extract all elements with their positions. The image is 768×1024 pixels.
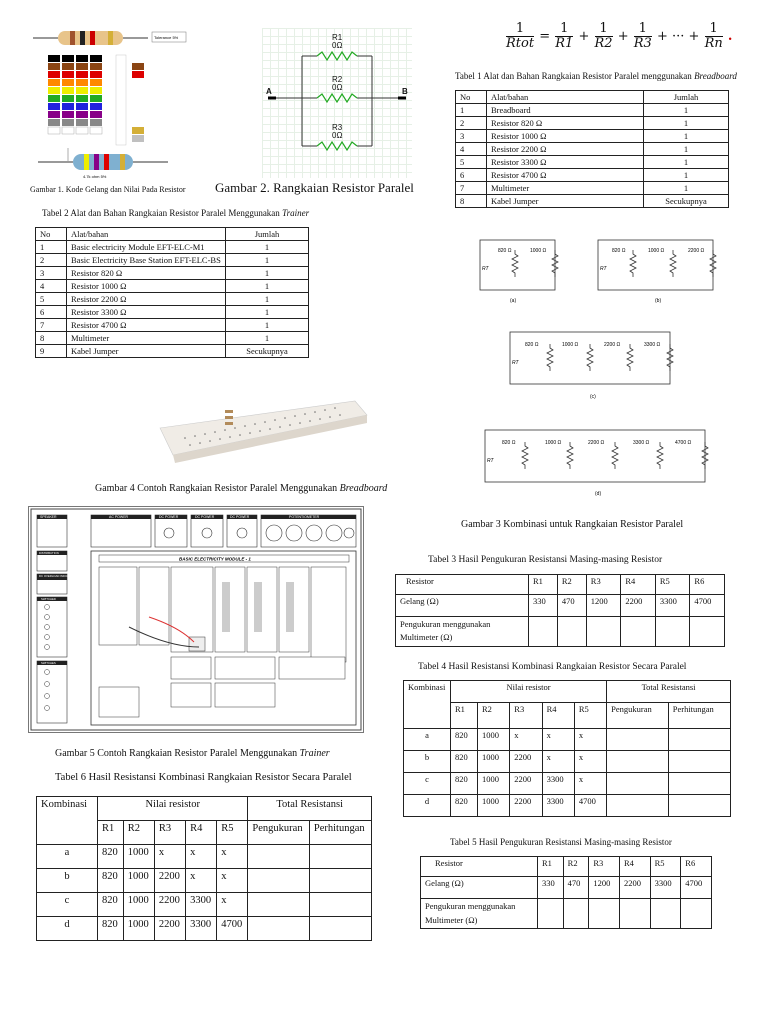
- trainer-panel-photo: [28, 506, 364, 733]
- svg-text:SPEAKER: SPEAKER: [40, 515, 57, 519]
- svg-text:0Ω: 0Ω: [332, 131, 343, 140]
- table-row: d 820 1000 2200 3300 4700: [404, 795, 731, 817]
- table-1: [455, 90, 729, 208]
- table-row: 1 Breadboard 1: [456, 104, 729, 117]
- svg-text:RT: RT: [487, 458, 494, 464]
- svg-text:POTENTIOMETER: POTENTIOMETER: [289, 515, 320, 519]
- table-row: 8 Kabel Jumper Secukupnya: [456, 195, 729, 208]
- table-row: 1 Basic electricity Module EFT-ELC-M1 1: [36, 241, 309, 254]
- svg-text:0Ω: 0Ω: [332, 41, 343, 50]
- svg-text:(b): (b): [655, 298, 662, 304]
- table-row: 4 Resistor 1000 Ω 1: [36, 280, 309, 293]
- svg-text:1000 Ω: 1000 Ω: [562, 342, 579, 348]
- figure-2-caption: Gambar 2. Rangkaian Resistor Paralel: [215, 180, 414, 195]
- table-row: 5 Resistor 3300 Ω 1: [456, 156, 729, 169]
- table-subheader: R1 R2 R3 R4 R5 Pengukuran Perhitungan: [37, 821, 372, 845]
- svg-text:4.7k ohm 5%: 4.7k ohm 5%: [83, 174, 107, 179]
- table-6: [36, 796, 372, 941]
- svg-text:DC OVERLOAD INDICATOR: DC OVERLOAD INDICATOR: [39, 574, 76, 578]
- svg-text:R2: R2: [332, 75, 343, 84]
- table-subheader: R1 R2 R3 R4 R5 Pengukuran Perhitungan: [404, 703, 731, 729]
- table-row: a 820 1000 x x x: [37, 845, 372, 869]
- table-header: No Alat/bahan Jumlah: [36, 228, 309, 241]
- svg-text:R1: R1: [332, 33, 343, 42]
- table-row: 8 Multimeter 1: [36, 332, 309, 345]
- svg-text:2200 Ω: 2200 Ω: [588, 440, 605, 446]
- table-3: [395, 574, 725, 647]
- svg-text:2200 Ω: 2200 Ω: [688, 248, 705, 254]
- svg-text:RT: RT: [482, 266, 489, 272]
- table-row: 4 Resistor 2200 Ω 1: [456, 143, 729, 156]
- table-row: 2 Basic Electricity Base Station EFT-ELC-BS 1: [36, 254, 309, 267]
- table-header: Resistor R1 R2 R3 R4 R5 R6: [421, 857, 712, 877]
- table-1-caption: Tabel 1 Alat dan Bahan Rangkaian Resistor Paralel menggunakan Breadboard: [455, 71, 737, 81]
- svg-text:820 Ω: 820 Ω: [525, 342, 539, 348]
- figure-4-caption: Gambar 4 Contoh Rangkaian Resistor Paralel Menggunakan Breadboard: [95, 483, 388, 494]
- table-row: 6 Resistor 4700 Ω 1: [456, 169, 729, 182]
- table-header: Kombinasi Nilai resistor Total Resistansi: [37, 797, 372, 821]
- table-4: [403, 680, 731, 817]
- table-5-caption: Tabel 5 Hasil Pengukuran Resistansi Masing-masing Resistor: [450, 837, 672, 847]
- table-row: a 820 1000 x x x: [404, 729, 731, 751]
- table-row: Gelang (Ω) 330 470 1200 2200 3300 4700: [421, 877, 712, 899]
- table-row: 2 Resistor 820 Ω 1: [456, 117, 729, 130]
- svg-text:Tolerance 5%: Tolerance 5%: [154, 35, 179, 40]
- table-row: b 820 1000 2200 x x: [404, 751, 731, 773]
- svg-text:0Ω: 0Ω: [332, 83, 343, 92]
- table-header: Resistor R1 R2 R3 R4 R5 R6: [396, 575, 725, 595]
- svg-text:820 Ω: 820 Ω: [498, 248, 512, 254]
- figure-3-caption: Gambar 3 Kombinasi untuk Rangkaian Resistor Paralel: [461, 519, 684, 530]
- svg-text:1000 Ω: 1000 Ω: [530, 248, 547, 254]
- table-2: [35, 227, 309, 358]
- svg-text:B: B: [402, 87, 408, 96]
- table-row: b 820 1000 2200 x x: [37, 869, 372, 893]
- table-row: 9 Kabel Jumper Secukupnya: [36, 345, 309, 358]
- table-row: Pengukuran menggunakan Multimeter (Ω): [396, 617, 725, 647]
- table-row: d 820 1000 2200 3300 4700: [37, 917, 372, 941]
- table-row: 3 Resistor 820 Ω 1: [36, 267, 309, 280]
- svg-text:BASIC ELECTRICITY MODULE - 1: BASIC ELECTRICITY MODULE - 1: [179, 556, 251, 562]
- svg-text:3300 Ω: 3300 Ω: [633, 440, 650, 446]
- svg-text:DC POWER: DC POWER: [230, 515, 250, 519]
- parallel-circuit-diagram: [262, 28, 412, 178]
- table-row: 3 Resistor 1000 Ω 1: [456, 130, 729, 143]
- table-row: 7 Multimeter 1: [456, 182, 729, 195]
- svg-text:DC POWER: DC POWER: [159, 515, 179, 519]
- table-5: [420, 856, 712, 929]
- table-row: 7 Resistor 4700 Ω 1: [36, 319, 309, 332]
- svg-text:820 Ω: 820 Ω: [502, 440, 516, 446]
- svg-text:1000 Ω: 1000 Ω: [648, 248, 665, 254]
- svg-text:820 Ω: 820 Ω: [612, 248, 626, 254]
- table-row: 6 Resistor 3300 Ω 1: [36, 306, 309, 319]
- svg-text:RT: RT: [512, 360, 519, 366]
- svg-text:SWITCHES: SWITCHES: [41, 661, 56, 665]
- table-2-caption: Tabel 2 Alat dan Bahan Rangkaian Resistor Paralel Menggunakan Trainer: [42, 208, 310, 218]
- table-header: No Alat/bahan Jumlah: [456, 91, 729, 104]
- figure-5-caption: Gambar 5 Contoh Rangkaian Resistor Paralel Menggunakan Trainer: [55, 748, 330, 759]
- svg-text:(d): (d): [595, 491, 602, 497]
- svg-text:DC POWER: DC POWER: [195, 515, 215, 519]
- table-header: Kombinasi Nilai resistor Total Resistansi: [404, 681, 731, 703]
- table-row: c 820 1000 2200 3300 x: [404, 773, 731, 795]
- svg-text:(a): (a): [510, 298, 517, 304]
- parallel-formula: $\frac{1}{\text{Rtot}}$ = $\frac{1}{R1}$ + $\frac{1}{R2}$ + $\frac{1}{R3}$ + ··· + $\frac{1}{Rn}$ .: [506, 21, 733, 51]
- svg-text:1000 Ω: 1000 Ω: [545, 440, 562, 446]
- table-row: 5 Resistor 2200 Ω 1: [36, 293, 309, 306]
- svg-text:AC POWER: AC POWER: [109, 515, 129, 519]
- table-4-caption: Tabel 4 Hasil Resistansi Kombinasi Rangkaian Resistor Secara Paralel: [418, 662, 687, 672]
- svg-text:A: A: [266, 87, 272, 96]
- svg-text:SWITCHED: SWITCHED: [41, 597, 56, 601]
- svg-text:2200 Ω: 2200 Ω: [604, 342, 621, 348]
- breadboard-photo: [155, 393, 370, 463]
- table-row: c 820 1000 2200 3300 x: [37, 893, 372, 917]
- table-row: Gelang (Ω) 330 470 1200 2200 3300 4700: [396, 595, 725, 617]
- resistor-combinations-diagram: [470, 232, 740, 502]
- svg-text:RT: RT: [600, 266, 607, 272]
- figure-1-caption: Gambar 1. Kode Gelang dan Nilai Pada Resistor: [30, 185, 186, 194]
- resistor-color-code-image: [28, 20, 188, 180]
- svg-text:R3: R3: [332, 123, 343, 132]
- table-row: Pengukuran menggunakan Multimeter (Ω): [421, 899, 712, 929]
- svg-text:(c): (c): [590, 394, 596, 400]
- table-6-caption: Tabel 6 Hasil Resistansi Kombinasi Rangkaian Resistor Secara Paralel: [55, 772, 352, 783]
- table-3-caption: Tabel 3 Hasil Pengukuran Resistansi Masing-masing Resistor: [428, 555, 663, 565]
- svg-text:DISTRIBUTION: DISTRIBUTION: [39, 551, 59, 555]
- svg-text:4700 Ω: 4700 Ω: [675, 440, 692, 446]
- svg-text:3300 Ω: 3300 Ω: [644, 342, 661, 348]
